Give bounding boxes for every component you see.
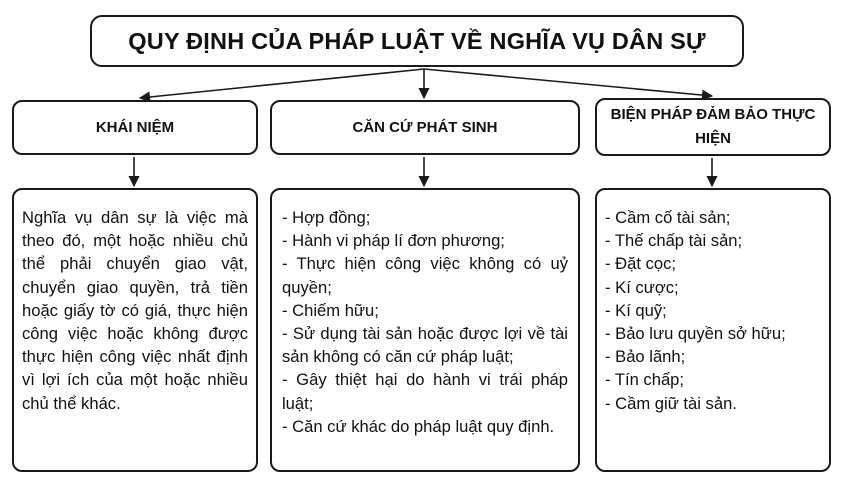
list-item: - Kí cược; — [605, 277, 679, 297]
list-item: - Chiếm hữu; — [282, 300, 379, 320]
khai-niem-content — [12, 188, 258, 472]
arrow-title-to-khai-niem — [140, 69, 424, 98]
list-item: - Cầm giữ tài sản. — [605, 393, 737, 413]
heading-can-cu-phat-sinh: CĂN CỨ PHÁT SINH — [270, 100, 580, 155]
diagram-title-box — [90, 15, 744, 67]
list-item: - Bảo lưu quyền sở hữu; — [605, 324, 786, 344]
list-item: - Hành vi pháp lí đơn phương; — [282, 231, 505, 251]
list-item: - Bảo lãnh; — [605, 347, 686, 367]
list-item: - Hợp đồng; — [282, 208, 371, 227]
list-item: - Gây thiệt hại do hành vi trái pháp luật; — [282, 370, 568, 413]
list-item: - Tín chấp; — [605, 370, 685, 390]
list-item: - Kí quỹ; — [605, 300, 667, 320]
list-item: - Thực hiện công việc không có uỷ quyền; — [282, 254, 568, 297]
list-item: - Cầm cố tài sản; — [605, 208, 731, 227]
bien-phap-dam-bao-list — [595, 188, 831, 472]
heading-bien-phap-dam-bao: BIỆN PHÁP ĐẢM BẢO THỰC HIỆN — [595, 98, 831, 156]
list-item: - Đặt cọc; — [605, 254, 677, 274]
diagram-title: QUY ĐỊNH CỦA PHÁP LUẬT VỀ NGHĨA VỤ DÂN SỰ — [128, 27, 706, 54]
khai-niem-text: Nghĩa vụ dân sự là việc mà theo đó, một hoặc nhiều chủ thể phải chuyển giao vật, chuyển giao quyền, trả tiền hoặc giấy tờ có giá, thực hiện công việc hoặc không được thực hiện công việc nhất định vì lợi ích của một hoặc nhiều chủ thể khác. — [22, 208, 248, 413]
heading-khai-niem: KHÁI NIỆM — [12, 100, 258, 155]
can-cu-phat-sinh-list — [270, 188, 580, 472]
list-item: - Sử dụng tài sản hoặc được lợi về tài sản không có căn cứ pháp luật; — [282, 324, 568, 367]
list-item: - Thế chấp tài sản; — [605, 231, 743, 251]
list-item: - Căn cứ khác do pháp luật quy định. — [282, 416, 555, 436]
arrow-title-to-bien-phap — [424, 69, 712, 96]
